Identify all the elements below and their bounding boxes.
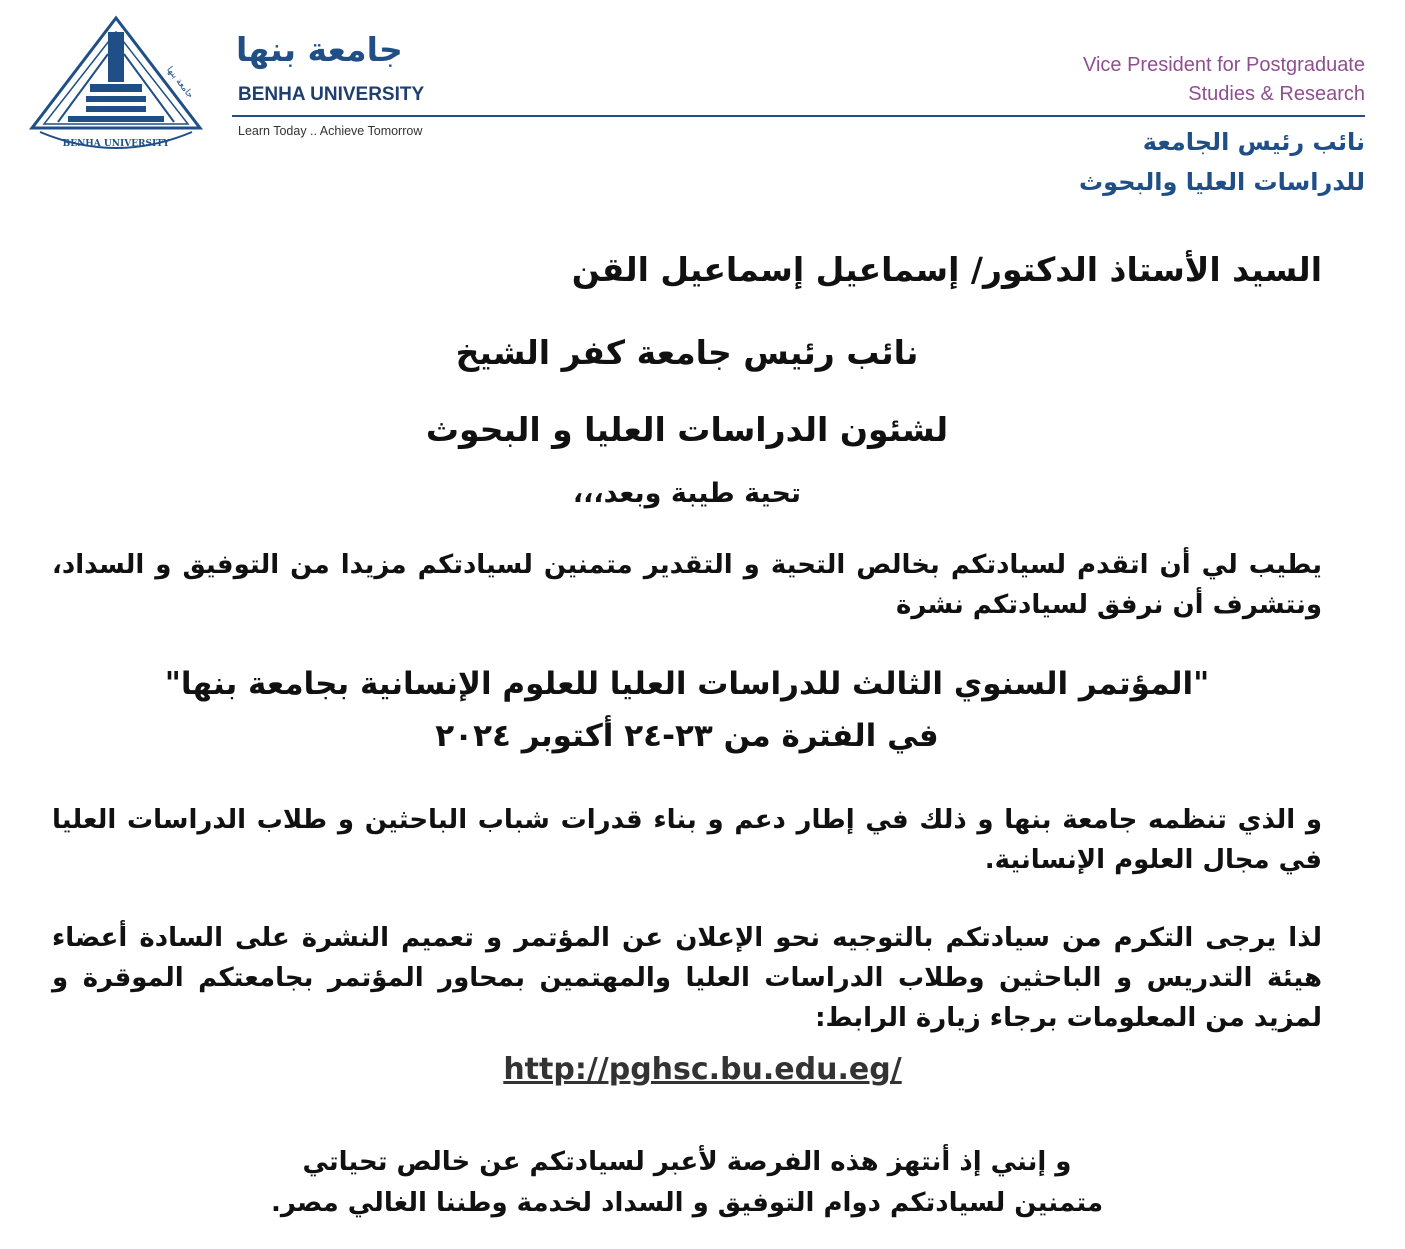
paragraph-request: لذا يرجى التكرم من سيادتكم بالتوجيه نحو الإعلان عن المؤتمر و تعميم النشرة على السادة أعضاء هيئة التدريس و الباحثين وطلاب الدراسات العليا والمهتمين بمحاور المؤتمر بجامعتكم الموقرة و لمزيد من المعلومات برجاء زيارة الرابط: — [52, 923, 1322, 1033]
conference-link-wrapper — [0, 1052, 1405, 1087]
paragraph-intro: يطيب لي أن اتقدم لسيادتكم بخالص التحية و التقدير متمنين لسيادتكم مزيدا من التوفيق و السداد، ونتشرف أن نرفق لسيادتكم نشرة — [52, 550, 1322, 620]
vice-president-title-english — [1083, 51, 1365, 109]
vp-en-line2: Studies & Research — [1188, 83, 1365, 105]
university-name-english: BENHA UNIVERSITY — [238, 84, 425, 105]
greeting: تحية طيبة وبعد،،، — [572, 478, 802, 509]
vp-ar-line1: نائب رئيس الجامعة — [1142, 128, 1365, 156]
header-divider — [232, 115, 1365, 117]
addressee-department: لشئون الدراسات العليا و البحوث — [425, 410, 949, 449]
university-seal-logo — [28, 14, 204, 152]
conference-website-link[interactable]: http://pghsc.bu.edu.eg/ — [503, 1052, 902, 1087]
addressee-position: نائب رئيس جامعة كفر الشيخ — [455, 333, 919, 372]
vice-president-title-arabic — [1079, 122, 1365, 202]
closing-line-2: متمنين لسيادتكم دوام التوفيق و السداد لخدمة وطننا الغالي مصر. — [270, 1188, 1104, 1218]
vp-en-line1: Vice President for Postgraduate — [1082, 54, 1365, 76]
svg-text:جامعة بنها: جامعة بنها — [164, 65, 195, 101]
svg-text:BENHA UNIVERSITY: BENHA UNIVERSITY — [62, 139, 170, 149]
university-name-arabic: جامعة بنها — [236, 30, 403, 69]
addressee-name: السيد الأستاذ الدكتور/ إسماعيل إسماعيل القن — [571, 250, 1322, 289]
closing-line-1: و إنني إذ أنتهز هذه الفرصة لأعبر لسيادتكم عن خالص تحياتي — [302, 1147, 1072, 1177]
conference-dates: في الفترة من ٢٣-٢٤ أكتوبر ٢٠٢٤ — [435, 718, 939, 754]
conference-title: "المؤتمر السنوي الثالث للدراسات العليا للعلوم الإنسانية بجامعة بنها" — [164, 666, 1210, 702]
paragraph-organizer: و الذي تنظمه جامعة بنها و ذلك في إطار دعم و بناء قدرات شباب الباحثين و طلاب الدراسات العليا في مجال العلوم الإنسانية. — [52, 805, 1322, 875]
vp-ar-line2: للدراسات العليا والبحوث — [1079, 168, 1365, 196]
university-tagline: Learn Today .. Achieve Tomorrow — [238, 124, 423, 138]
letterhead — [0, 0, 1405, 210]
